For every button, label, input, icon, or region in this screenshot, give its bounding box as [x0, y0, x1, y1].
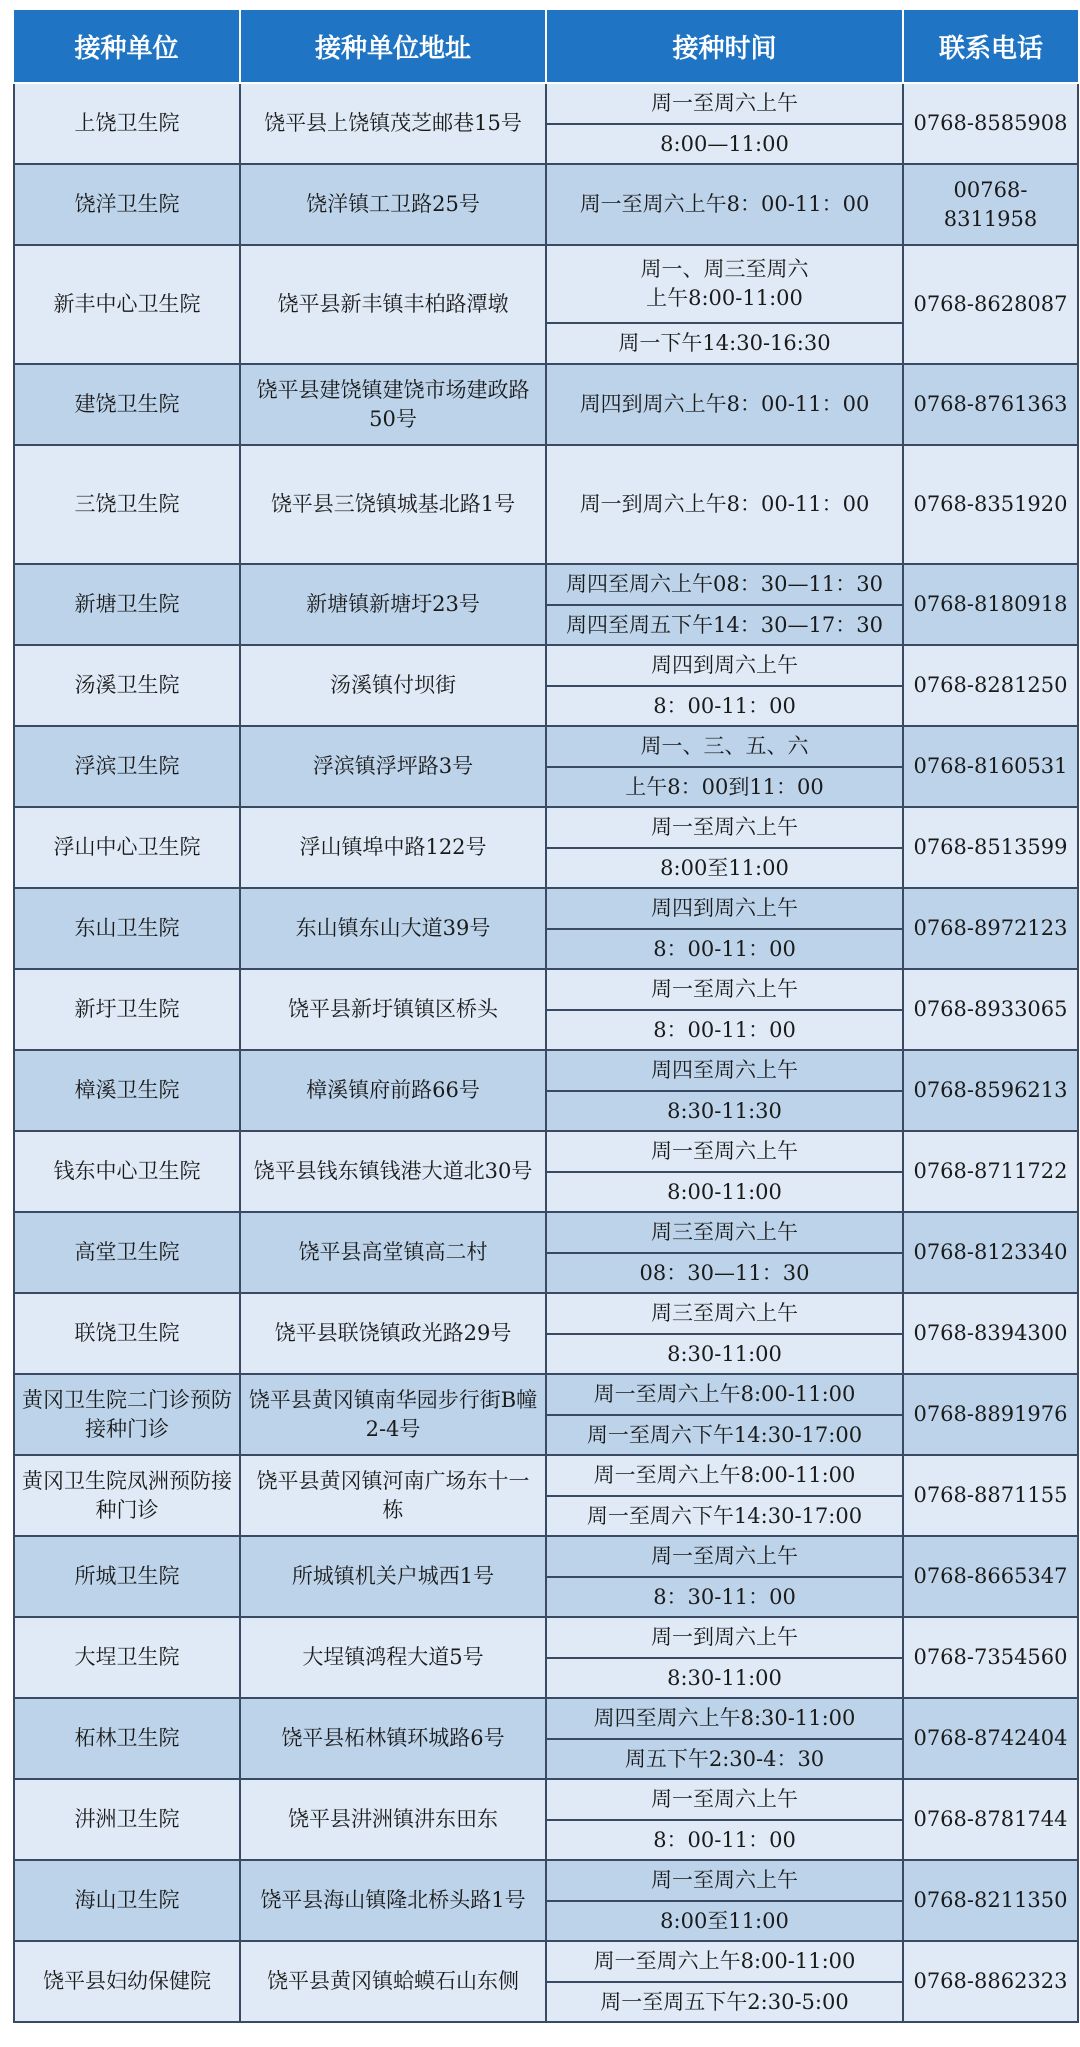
table-row	[14, 1374, 1078, 1415]
cell-unit: 饶平县妇幼保健院	[14, 1941, 240, 2022]
cell-time: 周五下午2:30-4：30	[546, 1739, 903, 1779]
cell-unit: 浮山中心卫生院	[14, 807, 240, 888]
cell-address: 所城镇机关户城西1号	[240, 1536, 546, 1617]
cell-address: 饶平县高堂镇高二村	[240, 1212, 546, 1293]
cell-time: 周一至周六上午	[546, 1131, 903, 1172]
cell-time: 上午8：00到11：00	[546, 767, 903, 807]
header-unit: 接种单位	[14, 10, 240, 83]
cell-unit: 饶洋卫生院	[14, 164, 240, 245]
cell-time: 周一至周六下午14:30-17:00	[546, 1415, 903, 1455]
table-row	[14, 364, 1078, 445]
table-row	[14, 564, 1078, 605]
cell-address: 饶平县联饶镇政光路29号	[240, 1293, 546, 1374]
cell-time: 8:00—11:00	[546, 124, 903, 164]
table-row	[14, 1050, 1078, 1091]
cell-time: 8:30-11:00	[546, 1658, 903, 1698]
table-row	[14, 445, 1078, 564]
table-body	[14, 83, 1078, 2022]
cell-address: 浮滨镇浮坪路3号	[240, 726, 546, 807]
cell-time: 周一至周六上午8:00-11:00	[546, 1455, 903, 1496]
cell-time: 周四到周六上午	[546, 645, 903, 686]
cell-time: 8：00-11：00	[546, 1010, 903, 1050]
cell-phone: 0768-8596213	[903, 1050, 1078, 1131]
cell-unit: 大埕卫生院	[14, 1617, 240, 1698]
cell-address: 饶洋镇工卫路25号	[240, 164, 546, 245]
table-row	[14, 1941, 1078, 1982]
cell-unit: 黄冈卫生院凤洲预防接种门诊	[14, 1455, 240, 1536]
cell-address: 汤溪镇付坝街	[240, 645, 546, 726]
cell-address: 饶平县汫洲镇汫东田东	[240, 1779, 546, 1860]
cell-phone: 0768-8628087	[903, 245, 1078, 364]
cell-unit: 建饶卫生院	[14, 364, 240, 445]
cell-phone: 00768-8311958	[903, 164, 1078, 245]
cell-unit: 钱东中心卫生院	[14, 1131, 240, 1212]
cell-phone: 0768-8351920	[903, 445, 1078, 564]
cell-time: 周四到周六上午	[546, 888, 903, 929]
cell-unit: 联饶卫生院	[14, 1293, 240, 1374]
cell-phone: 0768-8891976	[903, 1374, 1078, 1455]
cell-phone: 0768-8585908	[903, 83, 1078, 164]
cell-unit: 汫洲卫生院	[14, 1779, 240, 1860]
cell-unit: 上饶卫生院	[14, 83, 240, 164]
cell-phone: 0768-8180918	[903, 564, 1078, 645]
cell-time: 周一至周六下午14:30-17:00	[546, 1496, 903, 1536]
cell-unit: 所城卫生院	[14, 1536, 240, 1617]
cell-phone: 0768-8742404	[903, 1698, 1078, 1779]
cell-time: 8:00-11:00	[546, 1172, 903, 1212]
cell-address: 新塘镇新塘圩23号	[240, 564, 546, 645]
cell-time: 8：00-11：00	[546, 1820, 903, 1860]
cell-phone: 0768-8871155	[903, 1455, 1078, 1536]
cell-unit: 黄冈卫生院二门诊预防接种门诊	[14, 1374, 240, 1455]
vaccination-sites-table	[13, 10, 1079, 2023]
cell-time: 周一至周六上午	[546, 83, 903, 124]
cell-unit: 新圩卫生院	[14, 969, 240, 1050]
table-row	[14, 888, 1078, 929]
cell-time: 8：00-11：00	[546, 929, 903, 969]
cell-time: 周三至周六上午	[546, 1212, 903, 1253]
cell-address: 饶平县新丰镇丰柏路潭墩	[240, 245, 546, 364]
cell-address: 饶平县黄冈镇南华园步行街B幢2-4号	[240, 1374, 546, 1455]
cell-time: 周一到周六上午8：00-11：00	[546, 445, 903, 564]
vaccination-sites-table-container	[13, 10, 1077, 2023]
cell-phone: 0768-8123340	[903, 1212, 1078, 1293]
cell-unit: 三饶卫生院	[14, 445, 240, 564]
cell-phone: 0768-8211350	[903, 1860, 1078, 1941]
cell-phone: 0768-8394300	[903, 1293, 1078, 1374]
cell-address: 大埕镇鸿程大道5号	[240, 1617, 546, 1698]
cell-phone: 0768-8862323	[903, 1941, 1078, 2022]
table-row	[14, 726, 1078, 767]
header-phone: 联系电话	[903, 10, 1078, 83]
cell-address: 饶平县三饶镇城基北路1号	[240, 445, 546, 564]
cell-time: 周一、三、五、六	[546, 726, 903, 767]
cell-phone: 0768-8711722	[903, 1131, 1078, 1212]
cell-time: 周四至周六上午	[546, 1050, 903, 1091]
cell-phone: 0768-8781744	[903, 1779, 1078, 1860]
table-row	[14, 645, 1078, 686]
table-row	[14, 1131, 1078, 1172]
cell-address: 饶平县黄冈镇河南广场东十一栋	[240, 1455, 546, 1536]
header-time: 接种时间	[546, 10, 903, 83]
cell-address: 饶平县海山镇隆北桥头路1号	[240, 1860, 546, 1941]
cell-time: 周一至周六上午8:00-11:00	[546, 1941, 903, 1982]
cell-time: 周一至周六上午	[546, 1536, 903, 1577]
cell-address: 樟溪镇府前路66号	[240, 1050, 546, 1131]
cell-time: 周三至周六上午	[546, 1293, 903, 1334]
cell-phone: 0768-8513599	[903, 807, 1078, 888]
table-row	[14, 1617, 1078, 1658]
cell-phone: 0768-8281250	[903, 645, 1078, 726]
cell-address: 饶平县柘林镇环城路6号	[240, 1698, 546, 1779]
cell-time: 8:30-11:00	[546, 1334, 903, 1374]
cell-unit: 柘林卫生院	[14, 1698, 240, 1779]
cell-unit: 东山卫生院	[14, 888, 240, 969]
table-row	[14, 83, 1078, 124]
cell-time: 周一下午14:30-16:30	[546, 323, 903, 364]
cell-time: 周一至周六上午8:00-11:00	[546, 1374, 903, 1415]
cell-address: 饶平县上饶镇茂芝邮巷15号	[240, 83, 546, 164]
cell-time: 周一至周六上午8：00-11：00	[546, 164, 903, 245]
cell-phone: 0768-8160531	[903, 726, 1078, 807]
table-row	[14, 1293, 1078, 1334]
cell-phone: 0768-8972123	[903, 888, 1078, 969]
cell-phone: 0768-8761363	[903, 364, 1078, 445]
cell-address: 饶平县钱东镇钱港大道北30号	[240, 1131, 546, 1212]
cell-time: 周四至周六上午8:30-11:00	[546, 1698, 903, 1739]
cell-time: 周一到周六上午	[546, 1617, 903, 1658]
cell-address: 浮山镇埠中路122号	[240, 807, 546, 888]
cell-time: 8：30-11：00	[546, 1577, 903, 1617]
cell-address: 饶平县黄冈镇蛤蟆石山东侧	[240, 1941, 546, 2022]
cell-time: 8:00至11:00	[546, 848, 903, 888]
table-row	[14, 164, 1078, 245]
cell-time: 周四至周五下午14：30—17：30	[546, 605, 903, 645]
cell-unit: 高堂卫生院	[14, 1212, 240, 1293]
cell-time: 周一、周三至周六 上午8:00-11:00	[546, 245, 903, 323]
cell-phone: 0768-7354560	[903, 1617, 1078, 1698]
cell-time: 8：00-11：00	[546, 686, 903, 726]
cell-time: 08：30—11：30	[546, 1253, 903, 1293]
table-row	[14, 1860, 1078, 1901]
cell-address: 饶平县建饶镇建饶市场建政路50号	[240, 364, 546, 445]
cell-address: 东山镇东山大道39号	[240, 888, 546, 969]
cell-time: 周四至周六上午08：30—11：30	[546, 564, 903, 605]
cell-time: 8:30-11:30	[546, 1091, 903, 1131]
table-row	[14, 1455, 1078, 1496]
cell-time: 周一至周六上午	[546, 1860, 903, 1901]
table-row	[14, 807, 1078, 848]
table-row	[14, 1536, 1078, 1577]
table-row	[14, 1212, 1078, 1253]
table-row	[14, 1698, 1078, 1739]
cell-time: 周四到周六上午8：00-11：00	[546, 364, 903, 445]
cell-phone: 0768-8933065	[903, 969, 1078, 1050]
cell-unit: 浮滨卫生院	[14, 726, 240, 807]
cell-time: 周一至周六上午	[546, 969, 903, 1010]
table-row	[14, 969, 1078, 1010]
table-row	[14, 1779, 1078, 1820]
cell-unit: 海山卫生院	[14, 1860, 240, 1941]
cell-time: 周一至周五下午2:30-5:00	[546, 1982, 903, 2022]
table-header-row	[14, 10, 1078, 83]
cell-unit: 新塘卫生院	[14, 564, 240, 645]
cell-phone: 0768-8665347	[903, 1536, 1078, 1617]
table-row	[14, 245, 1078, 323]
cell-time: 周一至周六上午	[546, 807, 903, 848]
cell-time: 8:00至11:00	[546, 1901, 903, 1941]
cell-unit: 新丰中心卫生院	[14, 245, 240, 364]
header-address: 接种单位地址	[240, 10, 546, 83]
cell-address: 饶平县新圩镇镇区桥头	[240, 969, 546, 1050]
cell-unit: 樟溪卫生院	[14, 1050, 240, 1131]
cell-unit: 汤溪卫生院	[14, 645, 240, 726]
cell-time: 周一至周六上午	[546, 1779, 903, 1820]
